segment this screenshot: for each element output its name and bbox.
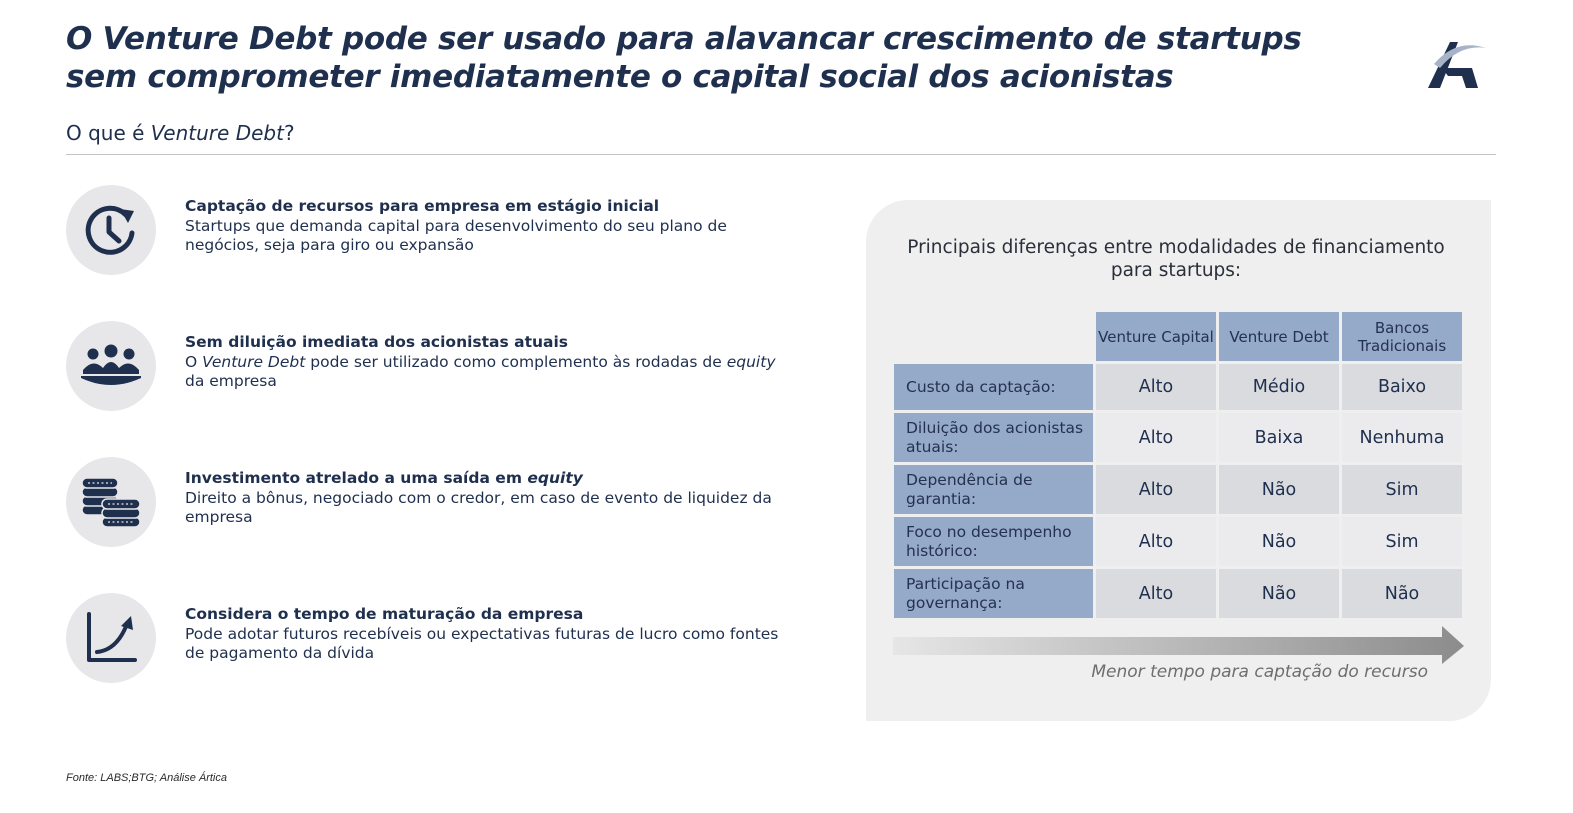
feature-icon-circle — [66, 185, 156, 275]
feature-description: Startups que demanda capital para desenvolvimento do seu plano de negócios, seja para giro ou expansão — [185, 216, 727, 254]
coins-icon — [80, 475, 142, 529]
page-title-line-2: sem comprometer imediatamente o capital social dos acionistas — [66, 59, 1174, 95]
table-cell: Alto — [1096, 569, 1216, 618]
page-title — [66, 20, 1366, 96]
column-header-venture-debt: Venture Debt — [1219, 312, 1339, 361]
feature-item-early-stage — [66, 185, 786, 277]
table-cell: Sim — [1342, 465, 1462, 514]
feature-icon-circle — [66, 593, 156, 683]
section-subtitle: O que é Venture Debt? — [66, 121, 295, 145]
section-divider — [66, 154, 1496, 155]
row-label-diluicao: Diluição dos acionistas atuais: — [894, 413, 1093, 462]
table-cell: Não — [1342, 569, 1462, 618]
feature-item-no-dilution — [66, 321, 786, 413]
feature-heading: Sem diluição imediata dos acionistas atuais — [185, 333, 569, 351]
arrow-caption: Menor tempo para captação do recurso — [1091, 662, 1428, 682]
table-cell: Alto — [1096, 517, 1216, 566]
row-label-governanca: Participação na governança: — [894, 569, 1093, 618]
artica-logo-icon — [1420, 34, 1490, 94]
table-cell: Baixa — [1219, 413, 1339, 462]
feature-icon-circle — [66, 457, 156, 547]
row-label-desempenho: Foco no desempenho histórico: — [894, 517, 1093, 566]
comparison-table — [892, 310, 1464, 620]
clock-icon — [82, 201, 140, 259]
table-cell: Alto — [1096, 413, 1216, 462]
table-cell: Não — [1219, 465, 1339, 514]
row-label-garantia: Dependência de garantia: — [894, 465, 1093, 514]
feature-description: Direito a bônus, negociado com o credor, em caso de evento de liquidez da empresa — [185, 488, 772, 526]
feature-description: O Venture Debt pode ser utilizado como complemento às rodadas de equity da empresa — [185, 352, 776, 390]
column-header-bancos-tradicionais: Bancos Tradicionais — [1342, 312, 1462, 361]
table-cell: Alto — [1096, 364, 1216, 410]
column-header-venture-capital: Venture Capital — [1096, 312, 1216, 361]
people-icon — [81, 344, 141, 388]
table-cell: Sim — [1342, 517, 1462, 566]
growth-chart-icon — [85, 612, 137, 664]
table-cell: Não — [1219, 569, 1339, 618]
feature-item-maturation — [66, 593, 786, 685]
gradient-arrow-icon — [893, 624, 1464, 666]
feature-text — [185, 197, 795, 256]
feature-item-equity-exit — [66, 457, 786, 549]
table-cell: Baixo — [1342, 364, 1462, 410]
comparison-panel-title: Principais diferenças entre modalidades de financiamento para startups: — [907, 237, 1445, 281]
feature-text — [185, 605, 795, 664]
table-cell: Não — [1219, 517, 1339, 566]
table-cell: Médio — [1219, 364, 1339, 410]
feature-text — [185, 333, 795, 392]
page-title-line-1: O Venture Debt pode ser usado para alavancar crescimento de startups — [66, 21, 1302, 57]
table-cell: Alto — [1096, 465, 1216, 514]
row-label-custo: Custo da captação: — [894, 364, 1093, 410]
feature-icon-circle — [66, 321, 156, 411]
feature-description: Pode adotar futuros recebíveis ou expectativas futuras de lucro como fontes de pagamento da dívida — [185, 624, 779, 662]
feature-text — [185, 469, 795, 528]
table-cell: Nenhuma — [1342, 413, 1462, 462]
feature-heading: Considera o tempo de maturação da empresa — [185, 605, 584, 623]
source-footnote: Fonte: LABS;BTG; Análise Ártica — [66, 772, 227, 784]
feature-heading: Investimento atrelado a uma saída em equity — [185, 469, 583, 487]
feature-heading: Captação de recursos para empresa em estágio inicial — [185, 197, 660, 215]
